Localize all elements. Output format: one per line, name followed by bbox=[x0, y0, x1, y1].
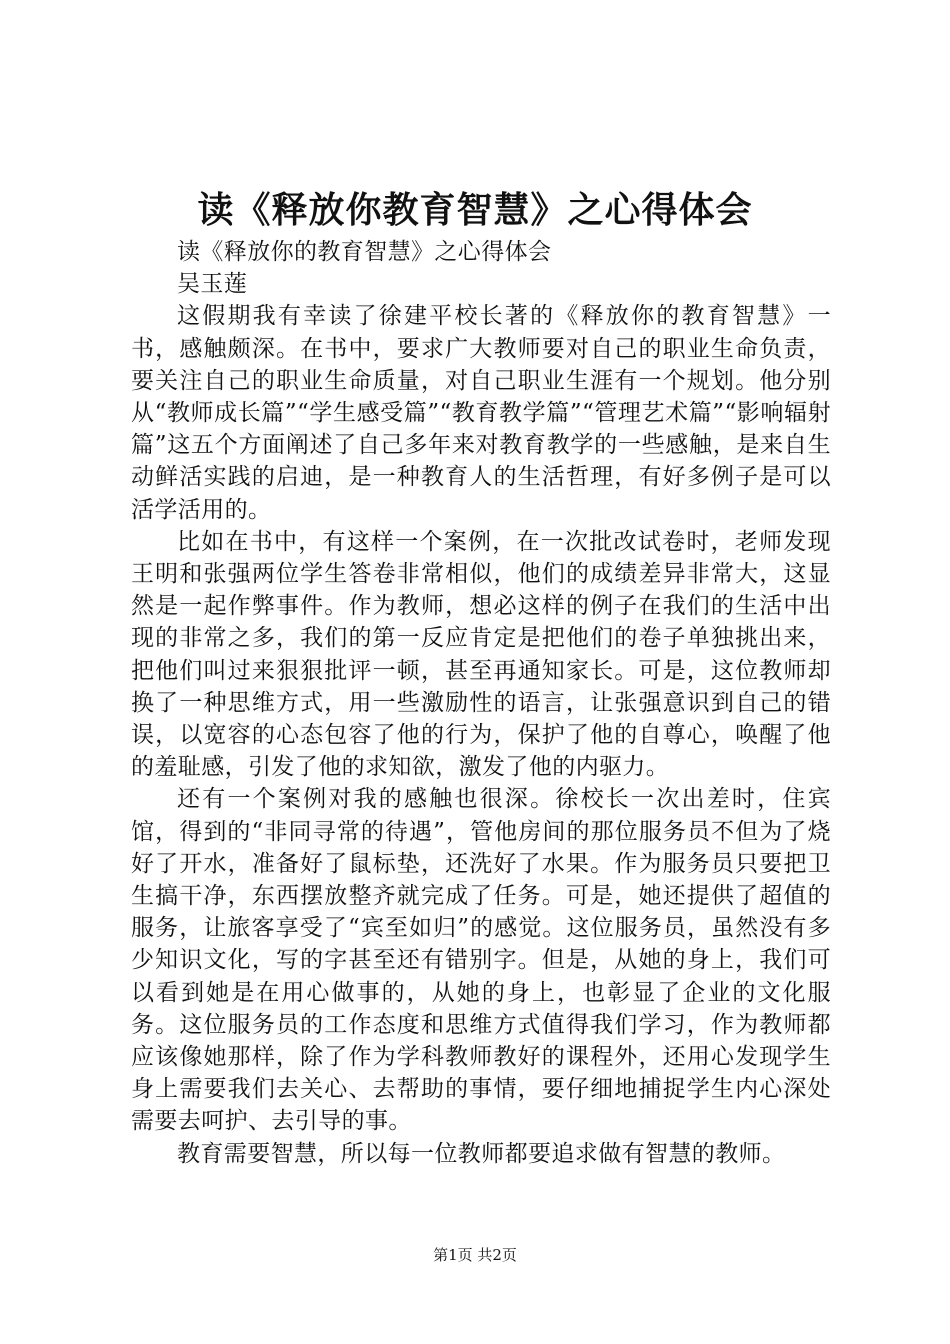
paragraph: 教育需要智慧，所以每一位教师都要追求做有智慧的教师。 bbox=[177, 1140, 786, 1167]
document-body bbox=[131, 236, 831, 1170]
page-number-footer: 第1页 共2页 bbox=[433, 1246, 517, 1264]
paragraph: 比如在书中，有这样一个案例，在一次批改试卷时，老师发现王明和张强两位学生答卷非常相似，他们的成绩差异非常大，这显然是一起作弊事件。作为教师，想必这样的例子在我们的生活中出现的非常之多，我们的第一反应肯定是把他们的卷子单独挑出来，把他们叫过来狠狠批评一顿，甚至再通知家长。可是，这位教师却换了一种思维方式，用一些激励性的语言，让张强意识到自己的错误，以宽容的心态包容了他的行为，保护了他的自尊心，唤醒了他的羞耻感，引发了他的求知欲，激发了他的内驱力。 bbox=[131, 528, 831, 781]
document-author: 吴玉莲 bbox=[177, 271, 248, 298]
paragraph: 这假期我有幸读了徐建平校长著的《释放你的教育智慧》一书，感触颇深。在书中，要求广大教师要对自己的职业生命负责，要关注自己的职业生命质量，对自己职业生涯有一个规划。他分别从“教师成长篇”“学生感受篇”“教育教学篇”“管理艺术篇”“影响辐射篇”这五个方面阐述了自己多年来对教育教学的一些感触，是来自生动鲜活实践的启迪，是一种教育人的生活哲理，有好多例子是可以活学活用的。 bbox=[131, 303, 831, 523]
document-title: 读《释放你教育智慧》之心得体会 bbox=[197, 189, 753, 231]
document-subtitle: 读《释放你的教育智慧》之心得体会 bbox=[177, 239, 552, 265]
paragraph: 还有一个案例对我的感触也很深。徐校长一次出差时，住宾馆，得到的“非同寻常的待遇”，管他房间的那位服务员不但为了烧好了开水，准备好了鼠标垫，还洗好了水果。作为服务员只要把卫生搞干净，东西摆放整齐就完成了任务。可是，她还提供了超值的服务，让旅客享受了“宾至如归”的感觉。这位服务员，虽然没有多少知识文化，写的字甚至还有错别字。但是，从她的身上，我们可以看到她是在用心做事的，从她的身上，也彰显了企业的文化服务。这位服务员的工作态度和思维方式值得我们学习，作为教师都应该像她那样，除了作为学科教师教好的课程外，还用心发现学生身上需要我们去关心、去帮助的事情，要仔细地捕捉学生内心深处需要去呵护、去引导的事。 bbox=[131, 786, 831, 1135]
